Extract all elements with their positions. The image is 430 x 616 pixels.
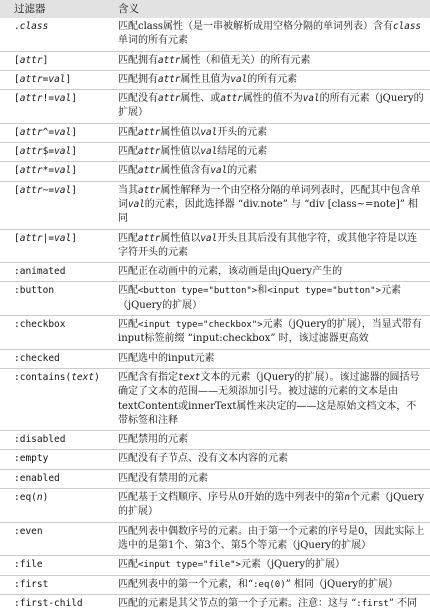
table-row: [0, 522, 430, 556]
selector-param: val: [48, 73, 66, 85]
description-param: attr: [158, 93, 181, 105]
selector-text: :disabled: [14, 434, 66, 446]
header-filter: 过滤器: [14, 3, 46, 15]
selector-text: :contains(: [14, 371, 72, 383]
description-param: val: [200, 232, 218, 244]
selector-text: :first-child: [14, 597, 83, 609]
description-text: 匹配列表中的第一个元素，和“: [118, 578, 254, 590]
description-cell: [118, 92, 426, 121]
table-row: [0, 89, 430, 123]
selector-param: class: [19, 21, 49, 32]
description-text: 元素（jQuery的扩展），当显式带有input标签前缀 “input:checkbox” 时，该过滤器更高效: [118, 319, 422, 345]
description-param: class: [393, 21, 422, 32]
selector-text: :even: [14, 525, 43, 537]
description-param: attr: [138, 165, 161, 177]
selector-text: .: [14, 21, 20, 32]
description-cell: [118, 232, 426, 261]
table-row: [0, 18, 430, 51]
selector-text: :animated: [14, 266, 66, 278]
description-text: 和: [257, 285, 268, 297]
description-text: 属性解释为一个由空格分隔的单词列表时，匹配其中包含单词: [118, 184, 421, 210]
description-cell: [118, 491, 426, 520]
selector-cell: [0, 352, 118, 366]
selector-text: ): [94, 371, 100, 383]
header-meaning: 含义: [118, 3, 139, 15]
selector-text: [: [14, 232, 20, 244]
description-text: 匹配列表中偶数序号的元素。由于第一个元素的序号是0，因此实际上选中的是第1个、第3个、第5个等元素（jQuery的扩展）: [118, 525, 425, 551]
selector-param: val: [54, 184, 72, 196]
selector-text: [: [14, 54, 20, 66]
description-text: 属性的值不为: [242, 93, 303, 105]
description-code: <button type="button">: [138, 286, 258, 297]
description-cell: [118, 184, 426, 227]
table-row: [0, 594, 430, 613]
selector-cell: [0, 318, 118, 347]
description-param: val: [200, 146, 218, 158]
description-code: :eq(0): [253, 579, 286, 590]
description-text: 匹配含有指定: [118, 371, 178, 383]
description-text: 匹配选中的input元素: [118, 352, 215, 364]
selector-text: [: [14, 93, 20, 105]
selector-text: :eq(: [14, 492, 37, 504]
selector-text: ]: [71, 165, 77, 177]
selector-param: val: [54, 146, 72, 158]
description-text: 匹配基于文档顺序、序号从0开始的选中列表中的第: [118, 492, 345, 504]
selector-param: attr: [19, 232, 43, 244]
table-row: [0, 181, 430, 229]
selector-cell: [0, 92, 118, 121]
description-param: attr: [138, 146, 161, 158]
selector-param: attr: [19, 126, 43, 138]
description-text: 结尾的元素: [217, 146, 268, 158]
selector-text: |=: [42, 232, 55, 244]
selector-text: =: [42, 73, 49, 85]
selector-text: [: [14, 146, 20, 158]
selector-text: [: [14, 184, 20, 196]
selector-cell: [0, 232, 118, 261]
selector-param: n: [36, 492, 43, 504]
selector-param: attr: [19, 73, 43, 85]
description-text: 匹配class属性（是一串被解析成用空格分隔的单词列表）含有: [118, 21, 394, 32]
description-param: attr: [138, 184, 161, 196]
description-text: 匹配: [118, 232, 138, 244]
selector-text: $=: [42, 146, 55, 158]
description-param: val: [302, 93, 320, 105]
table-body: [0, 18, 430, 613]
description-cell: [118, 164, 426, 178]
description-text: 的元素: [227, 165, 258, 177]
description-cell: [118, 318, 426, 347]
description-text: 的元素，因此选择器 “div.note” 与 “div [class~=note]” 相同: [118, 198, 419, 225]
selector-text: [: [14, 126, 20, 138]
selector-text: :checked: [14, 352, 60, 364]
selector-cell: [0, 433, 118, 447]
description-text: 匹配拥有: [118, 54, 158, 66]
table-row: [0, 430, 430, 449]
description-text: ” 相同（jQuery的扩展）: [285, 578, 399, 590]
description-text: 匹配: [118, 319, 138, 331]
description-text: 匹配拥有: [118, 73, 158, 85]
selector-text: :button: [14, 285, 55, 297]
selector-cell: [0, 558, 118, 572]
description-text: 的所有元素（jQuery的扩展）: [118, 93, 424, 119]
description-text: 元素（jQuery的扩展）: [240, 559, 346, 571]
table-row: [0, 281, 430, 315]
table-row: [0, 555, 430, 574]
table-row: [0, 123, 430, 142]
selector-text: ]: [71, 146, 77, 158]
description-code: <input type="file">: [138, 560, 241, 571]
selector-text: ]: [65, 73, 72, 85]
table-row: [0, 368, 430, 430]
description-cell: [118, 525, 426, 554]
description-cell: [118, 352, 426, 366]
table-row: [0, 349, 430, 368]
selector-param: text: [71, 371, 95, 383]
description-text: 匹配: [118, 285, 138, 297]
selector-text: :file: [14, 559, 43, 571]
selector-param: attr: [19, 165, 43, 177]
description-cell: [118, 54, 426, 68]
selector-text: !=: [42, 93, 55, 105]
selector-text: ]: [71, 93, 77, 105]
description-text: 匹配禁用的元素: [118, 434, 188, 446]
description-code: <input type="checkbox">: [138, 320, 263, 331]
description-text: 属性值以: [160, 146, 201, 158]
description-param: text: [178, 371, 201, 383]
table-row: [0, 142, 430, 161]
table-row: [0, 469, 430, 488]
description-param: attr: [138, 126, 161, 138]
selector-text: ]: [71, 232, 77, 244]
selector-text: ]: [71, 126, 77, 138]
selector-text: ): [42, 492, 49, 504]
selector-param: val: [54, 165, 72, 177]
selector-text: :enabled: [14, 472, 60, 484]
description-param: val: [210, 165, 228, 177]
selector-param: attr: [19, 184, 43, 196]
description-text: ” 不同: [388, 597, 418, 609]
selector-cell: [0, 145, 118, 159]
selector-text: ~=: [42, 184, 55, 196]
selector-param: attr: [19, 54, 43, 66]
description-text: 元素（jQuery的扩展）: [118, 285, 402, 311]
table-row: [0, 229, 430, 263]
selector-cell: [0, 472, 118, 486]
selector-cell: [0, 265, 118, 279]
selector-param: attr: [19, 146, 43, 158]
table-row: [0, 449, 430, 468]
description-text: 属性值以: [160, 126, 201, 138]
description-text: 匹配的元素是其父节点的第一个子元素。注意：这与 “: [118, 597, 357, 609]
selector-cell: [0, 164, 118, 178]
description-text: 开头且其后没有其他字符，或其他字符是以连字符开头的元素: [118, 232, 418, 258]
description-cell: [118, 452, 426, 466]
description-text: 属性、或: [180, 93, 221, 105]
description-text: 当其: [118, 184, 138, 196]
selector-text: :empty: [14, 453, 49, 465]
description-text: 匹配: [118, 126, 138, 138]
selector-cell: [0, 184, 118, 227]
description-text: 文本的元素（jQuery的扩展）。该过滤器的圆括号确定了文本的范围——无须添加引号。被过滤的元素的文本是由textContent或innerText属性来决定的——这是原始文档文本，不带标签和注释: [118, 371, 420, 426]
table-row: [0, 488, 430, 522]
description-text: 个元素（jQuery的扩展）: [118, 492, 425, 518]
description-text: 匹配: [118, 146, 138, 158]
selector-cell: [0, 525, 118, 554]
table-row: [0, 51, 430, 70]
table-header: [0, 0, 430, 18]
selector-cell: [0, 54, 118, 68]
selector-cell: [0, 597, 118, 611]
selector-text: ]: [42, 54, 49, 66]
description-text: 开头的元素: [217, 126, 268, 138]
selector-cell: [0, 73, 118, 87]
description-cell: [118, 578, 426, 592]
table-row: [0, 575, 430, 594]
description-cell: [118, 371, 426, 428]
description-text: 匹配没有: [118, 93, 158, 105]
selector-cell: [0, 284, 118, 313]
selector-text: :first: [14, 578, 49, 590]
selector-text: ]: [71, 184, 77, 196]
table-row: [0, 161, 430, 180]
selector-cell: [0, 371, 118, 428]
description-text: 属性（和值无关）的所有元素: [180, 54, 311, 66]
description-param: val: [230, 73, 248, 85]
selector-text: [: [14, 165, 20, 177]
selector-text: *=: [42, 165, 55, 177]
selector-param: val: [54, 232, 72, 244]
description-text: 匹配: [118, 559, 138, 571]
description-param: attr: [158, 54, 181, 66]
description-text: 的所有元素: [247, 73, 298, 85]
description-cell: [118, 145, 426, 159]
selector-cell: [0, 20, 118, 49]
description-code: <input type="button">: [267, 286, 382, 297]
selector-cell: [0, 578, 118, 592]
description-param: attr: [158, 73, 181, 85]
description-param: attr: [220, 93, 243, 105]
description-text: 属性值含有: [160, 165, 211, 177]
description-text: 属性值以: [160, 232, 201, 244]
description-text: 匹配没有子节点、没有文本内容的元素: [118, 453, 288, 465]
description-text: 匹配: [118, 165, 138, 177]
description-cell: [118, 558, 426, 572]
description-text: 单词的所有元素: [118, 35, 188, 47]
description-text: 属性且值为: [180, 73, 231, 85]
description-cell: [118, 472, 426, 486]
description-text: 匹配没有禁用的元素: [118, 472, 208, 484]
selector-param: val: [54, 126, 72, 138]
description-cell: [118, 73, 426, 87]
table-row: [0, 70, 430, 89]
description-cell: [118, 597, 426, 611]
selector-param: val: [54, 93, 72, 105]
description-param: val: [200, 126, 218, 138]
description-param: n: [344, 492, 350, 504]
description-cell: [118, 126, 426, 140]
selector-text: [: [14, 73, 20, 85]
selector-cell: [0, 126, 118, 140]
description-cell: [118, 265, 426, 279]
description-param: attr: [138, 232, 161, 244]
description-cell: [118, 433, 426, 447]
description-cell: [118, 284, 426, 313]
selector-cell: [0, 452, 118, 466]
selector-text: ^=: [42, 126, 55, 138]
selector-cell: [0, 491, 118, 520]
table-row: [0, 262, 430, 281]
description-text: 匹配正在动画中的元素，该动画是由jQuery产生的: [118, 266, 343, 278]
selector-param: attr: [19, 93, 43, 105]
description-code: :first: [356, 598, 389, 609]
table-row: [0, 315, 430, 349]
description-param: val: [128, 198, 145, 210]
description-cell: [118, 20, 426, 49]
selector-text: :checkbox: [14, 319, 66, 331]
